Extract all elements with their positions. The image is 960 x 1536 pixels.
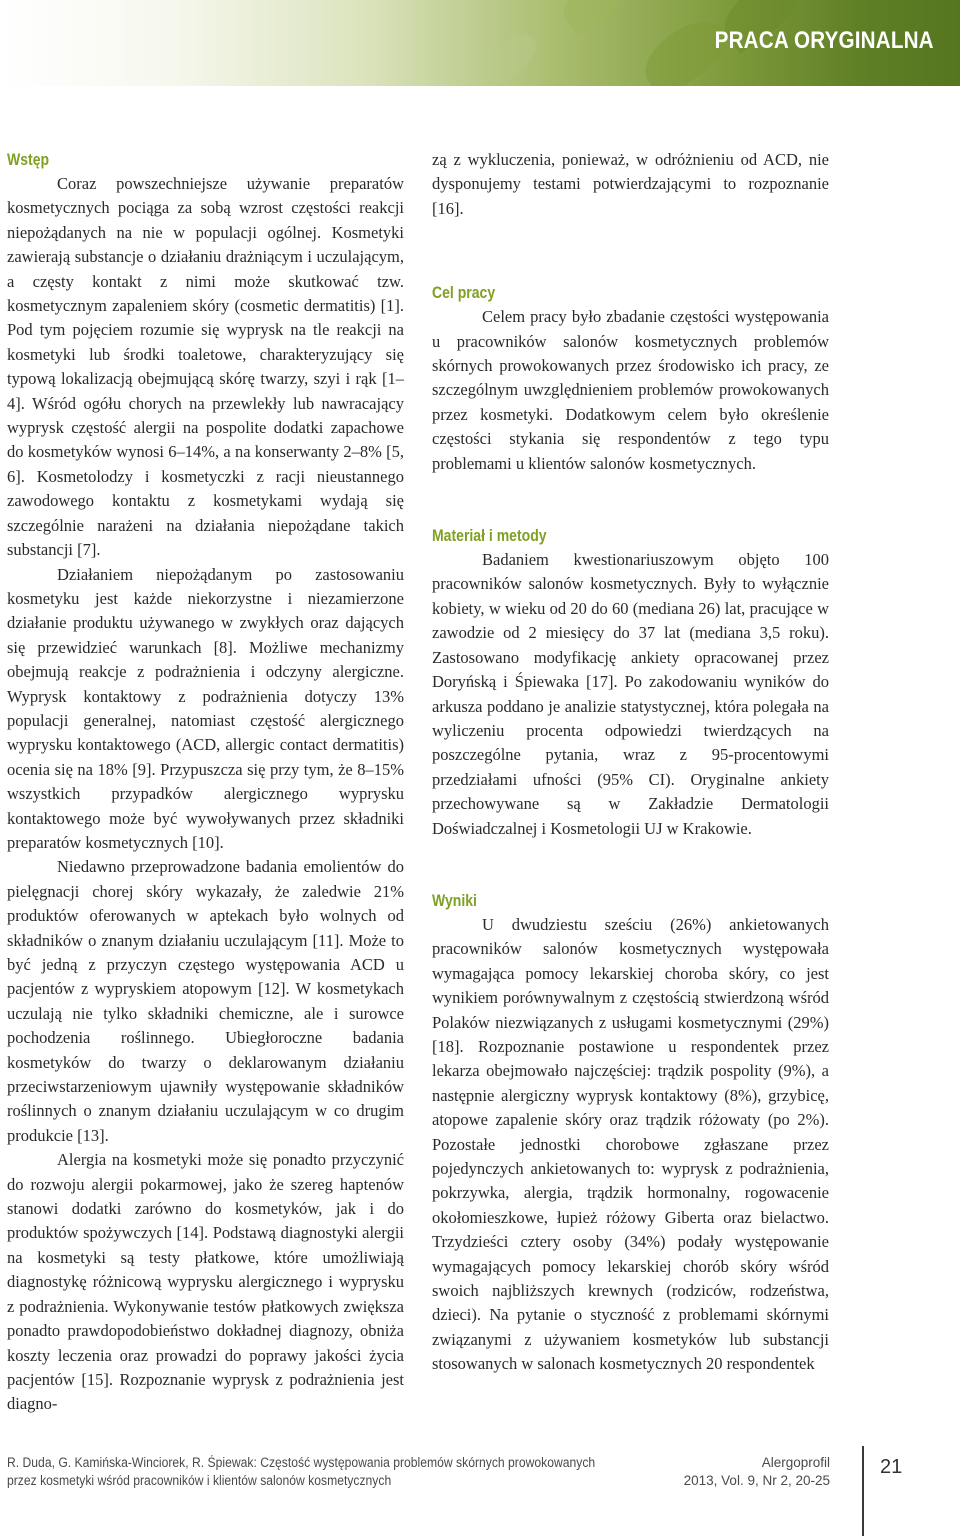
footer-citation	[7, 1454, 601, 1490]
left-column	[7, 148, 404, 1417]
intro-paragraph: Działaniem niepożądanym po zastosowaniu kosmetyku jest każde niekorzystne i niezamierzone działanie produktu używanego w zwykłych oraz dających się przewidzieć warunkach [8]. Możliwe mechanizmy obejmują reakcje z podrażnienia i odczyny alergiczne. Wyprysk kontaktowy z podrażnienia dotyczy 13% populacji generalnej, natomiast częstość alergicznego wyprysku kontaktowego (ACD, allergic contact dermatitis) ocenia się na 18% [9]. Przypuszcza się przy tym, że 8–15% wszystkich przypadków alergicznego wyprysku kontaktowego może być wywoływanych przez składniki preparatów kosmetycznych [10].	[7, 564, 404, 852]
aim-heading: Cel pracy	[432, 284, 496, 303]
citation-line: przez kosmetyki wśród pracowników i klientów salonów kosmetycznych	[7, 1473, 392, 1488]
results-paragraph: U dwudziestu sześciu (26%) ankietowanych pracowników salonów kosmetycznych występowała wymagająca pomocy lekarskiej choroba skóry, co jest wynikiem porównywalnym z częstością stwierdzoną wśród Polaków niezwiązanych z usługami kosmetycznymi (29%) [18]. Rozpoznanie postawione u respondentek przez lekarza obejmowało najczęściej: trądzik pospolity (9%), a następnie alergiczny wyprysk kontaktowy (8%), grzybicę, atopowe zapalenie skóry oraz trądzik różowaty (po 2%). Pozostałe jednostki chorobowe zgłaszane przez pojedynczych ankietowanych to: wyprysk z podrażnienia, pokrzywka, alergia, trądzik hormonalny, rogowacenie okołomieszkowe, łupież różowy Giberta oraz bielactwo. Trzydzieści cztery osoby (34%) podały występowanie wymagających pomocy lekarskiej chorób skóry wśród swoich najbliższych krewnych (rodziców, rodzeństwa, dzieci). Na pytanie o styczność z problemami skórnymi związanymi z używaniem kosmetyków lub substancji stosowanych w salonach kosmetycznych 20 respondentek	[432, 914, 829, 1374]
intro-heading: Wstęp	[7, 151, 50, 169]
journal-issue: 2013, Vol. 9, Nr 2, 20-25	[683, 1473, 830, 1488]
page-number: 21	[880, 1456, 903, 1478]
footer-journal	[684, 1454, 830, 1490]
methods-paragraph: Badaniem kwestionariuszowym objęto 100 pracowników salonów kosmetycznych. Były to wyłącznie kobiety, w wieku od 20 do 60 (mediana 26) lat, pracujące w zawodzie od 2 miesięcy do 37 lat (mediana 3,5 roku). Zastosowano modyfikację ankiety opracowanej przez Doryńską i Śpiewaka [17]. Po zakodowaniu wyników do arkusza poddano je analizie statystycznej, która polegała na wyliczeniu procenta odpowiedzi twierdzących na poszczególne pytania, wraz z 95-procentowymi przedziałami ufności (95% CI). Oryginalne ankiety przechowywane są w Zakładzie Dermatologii Doświadczalnej i Kosmetologii UJ w Krakowie.	[432, 550, 829, 838]
intro-paragraph: Niedawno przeprowadzone badania emolientów do pielęgnacji chorej skóry wykazały, że zaledwie 21% produktów oferowanych w aptekach było wolnych od składników o znanym działaniu uczulającym [11]. Może to być jedną z przyczyn częstego występowania ACD u pacjentów z wypryskiem atopowym [12]. W kosmetykach uczulają nie tylko składniki chemiczne, ale i surowce pochodzenia roślinnego. Ubiegłoroczne badania kosmetyków do twarzy o deklarowanym działaniu przeciwstarzeniowym ujawniły występowanie składników roślinnych o znanym działaniu uczulającym w co drugim produkcie [13].	[7, 857, 404, 1145]
citation-line: R. Duda, G. Kamińska-Winciorek, R. Śpiewak: Częstość występowania problemów skórnych prowokowanych	[7, 1455, 596, 1470]
right-column	[432, 148, 829, 1377]
intro-paragraph: Alergia na kosmetyki może się ponadto przyczynić do rozwoju alergii pokarmowej, jako że szereg haptenów stanowi dodatki zarówno do kosmetyków, jak i do produktów spożywczych [14]. Podstawą diagnostyki alergii na kosmetyki są testy płatkowe, które umożliwiają diagnostykę różnicową wyprysku alergicznego i wyprysku z podrażnienia. Wykonywanie testów płatkowych zwiększa ponadto prawdopodobieństwo dokładnej diagnozy, obniża koszty leczenia oraz prowadzi do poprawy jakości życia pacjentów [15]. Rozpoznanie wyprysk z podrażnienia jest diagno-	[7, 1150, 404, 1414]
section-title: PRACA ORYGINALNA	[714, 27, 934, 54]
methods-heading: Materiał i metody	[432, 527, 547, 546]
footer-divider	[862, 1446, 864, 1536]
intro-continuation: zą z wykluczenia, ponieważ, w odróżnieniu od ACD, nie dysponujemy testami potwierdzającymi to rozpoznanie [16].	[432, 150, 829, 218]
aim-paragraph: Celem pracy było zbadanie częstości występowania u pracowników salonów kosmetycznych problemów skórnych prowokowanych przez środowisko ich pracy, ze szczególnym uwzględnieniem problemów prowokowanych przez kosmetyki. Dodatkowym celem było określenie częstości stykania się respondentów z tego typu problemami u klientów salonów kosmetycznych.	[432, 307, 829, 473]
journal-name: Alergoprofil	[761, 1455, 830, 1470]
leaf-decoration	[555, 0, 635, 36]
results-heading: Wyniki	[432, 891, 477, 910]
header-band	[0, 0, 960, 86]
leaf-decoration	[476, 26, 545, 86]
intro-paragraph: Coraz powszechniejsze używanie preparatów kosmetycznych pociąga za sobą wzrost częstości reakcji niepożądanych na nie w populacji ogólnej. Kosmetyki zawierają substancje o działaniu drażniącym i uczulającym, a częsty kontakt z nimi może skutkować tzw. kosmetycznym zapaleniem skóry (cosmetic dermatitis) [1]. Pod tym pojęciem rozumie się wyprysk na tle reakcji na kosmetyki lub środki toaletowe, charakteryzujący się typową lokalizacją obejmującą skórę twarzy, szyi i rąk [1–4]. Wśród ogółu chorych na przewlekły lub nawracający wyprysk częstość alergii na pospolite dodatki zapachowe do kosmetyków wynosi 6–14%, a na konserwanty 2–8% [5, 6]. Kosmetolodzy i kosmetyczki z racji nieustannego zawodowego kontaktu z kosmetykami wydają się szczególnie narażeni na działania niepożądane takich substancji [7].	[7, 174, 404, 560]
